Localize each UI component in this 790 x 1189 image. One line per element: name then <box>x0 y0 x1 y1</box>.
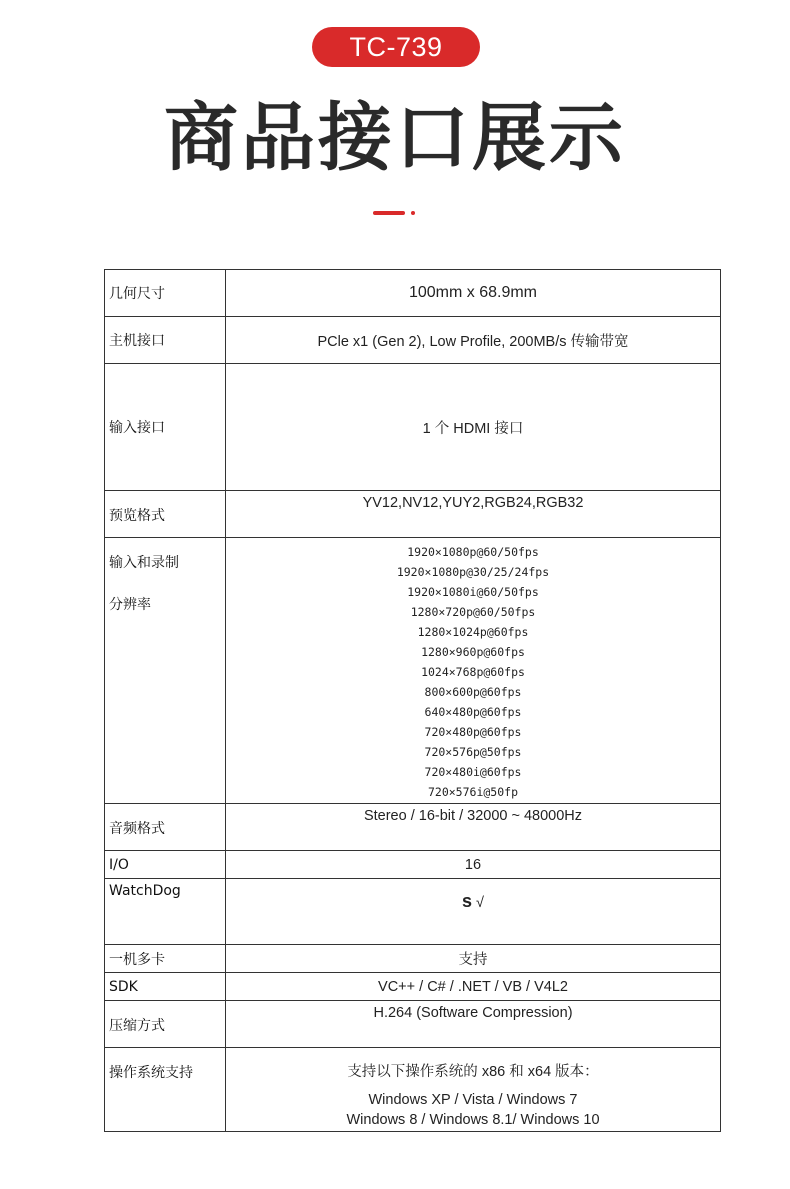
spec-label-host: 主机接口 <box>105 317 226 364</box>
spec-label-io: I/O <box>105 851 226 879</box>
page-title: 商品接口展示 <box>164 95 626 181</box>
list-item: 1280×720p@60/50fps <box>410 605 536 619</box>
resolution-list <box>226 538 720 802</box>
spec-value-os <box>226 1048 721 1132</box>
list-item: 1280×960p@60fps <box>421 645 525 659</box>
title-underline-bar <box>373 211 405 215</box>
spec-value-audio: Stereo / 16-bit / 32000 ~ 48000Hz <box>226 804 721 851</box>
table-row <box>105 973 721 1001</box>
spec-value-resolution <box>226 538 721 804</box>
spec-value-input: 1 个 HDMI 接口 <box>226 364 721 491</box>
table-row <box>105 364 721 491</box>
spec-value-io: 16 <box>226 851 721 879</box>
list-item: 640×480p@60fps <box>424 705 522 719</box>
os-intro-text: 支持以下操作系统的 x86 和 x64 版本： <box>347 1064 599 1080</box>
spec-value-compression: H.264 (Software Compression) <box>226 1001 721 1048</box>
table-row <box>105 491 721 538</box>
list-item: 720×480i@60fps <box>424 765 522 779</box>
spec-label-size: 几何尺寸 <box>105 270 226 317</box>
spec-label-input: 输入接口 <box>105 364 226 491</box>
spec-label-resolution-line1: 输入和录制 <box>109 555 179 571</box>
spec-value-watchdog <box>226 879 721 945</box>
list-item: 1920×1080p@30/25/24fps <box>396 565 550 579</box>
table-row <box>105 1001 721 1048</box>
list-item: 1920×1080i@60/50fps <box>407 585 539 599</box>
spec-label-resolution-line2: 分辨率 <box>109 597 151 613</box>
watchdog-s-mark: s <box>461 891 472 911</box>
table-row <box>105 879 721 945</box>
checkmark-icon: √ <box>476 895 484 911</box>
spec-label-resolution <box>105 538 226 804</box>
os-list-line2: Windows 8 / Windows 8.1/ Windows 10 <box>346 1112 600 1128</box>
title-underline-dot <box>411 211 415 215</box>
spec-value-size: 100mm x 68.9mm <box>226 270 721 317</box>
list-item: 720×576p@50fps <box>424 745 522 759</box>
list-item: 1920×1080p@60/50fps <box>407 545 539 559</box>
os-list-line1: Windows XP / Vista / Windows 7 <box>368 1092 578 1108</box>
spec-table <box>104 269 721 1132</box>
spec-value-multicard: 支持 <box>226 945 721 973</box>
table-row <box>105 1048 721 1132</box>
spec-label-watchdog: WatchDog <box>105 879 226 945</box>
spec-label-audio: 音频格式 <box>105 804 226 851</box>
model-badge: TC-739 <box>312 27 480 67</box>
spec-value-sdk: VC++ / C# / .NET / VB / V4L2 <box>226 973 721 1001</box>
table-row <box>105 270 721 317</box>
list-item: 800×600p@60fps <box>424 685 522 699</box>
table-row <box>105 538 721 804</box>
table-row <box>105 317 721 364</box>
spec-value-preview: YV12,NV12,YUY2,RGB24,RGB32 <box>226 491 721 538</box>
spec-label-os: 操作系统支持 <box>105 1048 226 1132</box>
spec-value-host: PCle x1 (Gen 2), Low Profile, 200MB/s 传输带宽 <box>226 317 721 364</box>
spec-label-compression: 压缩方式 <box>105 1001 226 1048</box>
table-row <box>105 851 721 879</box>
list-item: 1280×1024p@60fps <box>417 625 529 639</box>
list-item: 1024×768p@60fps <box>421 665 525 679</box>
list-item: 720×480p@60fps <box>424 725 522 739</box>
spec-label-sdk: SDK <box>105 973 226 1001</box>
spec-label-multicard: 一机多卡 <box>105 945 226 973</box>
table-row <box>105 804 721 851</box>
table-row <box>105 945 721 973</box>
spec-label-preview: 预览格式 <box>105 491 226 538</box>
list-item: 720×576i@50fp <box>427 785 518 799</box>
